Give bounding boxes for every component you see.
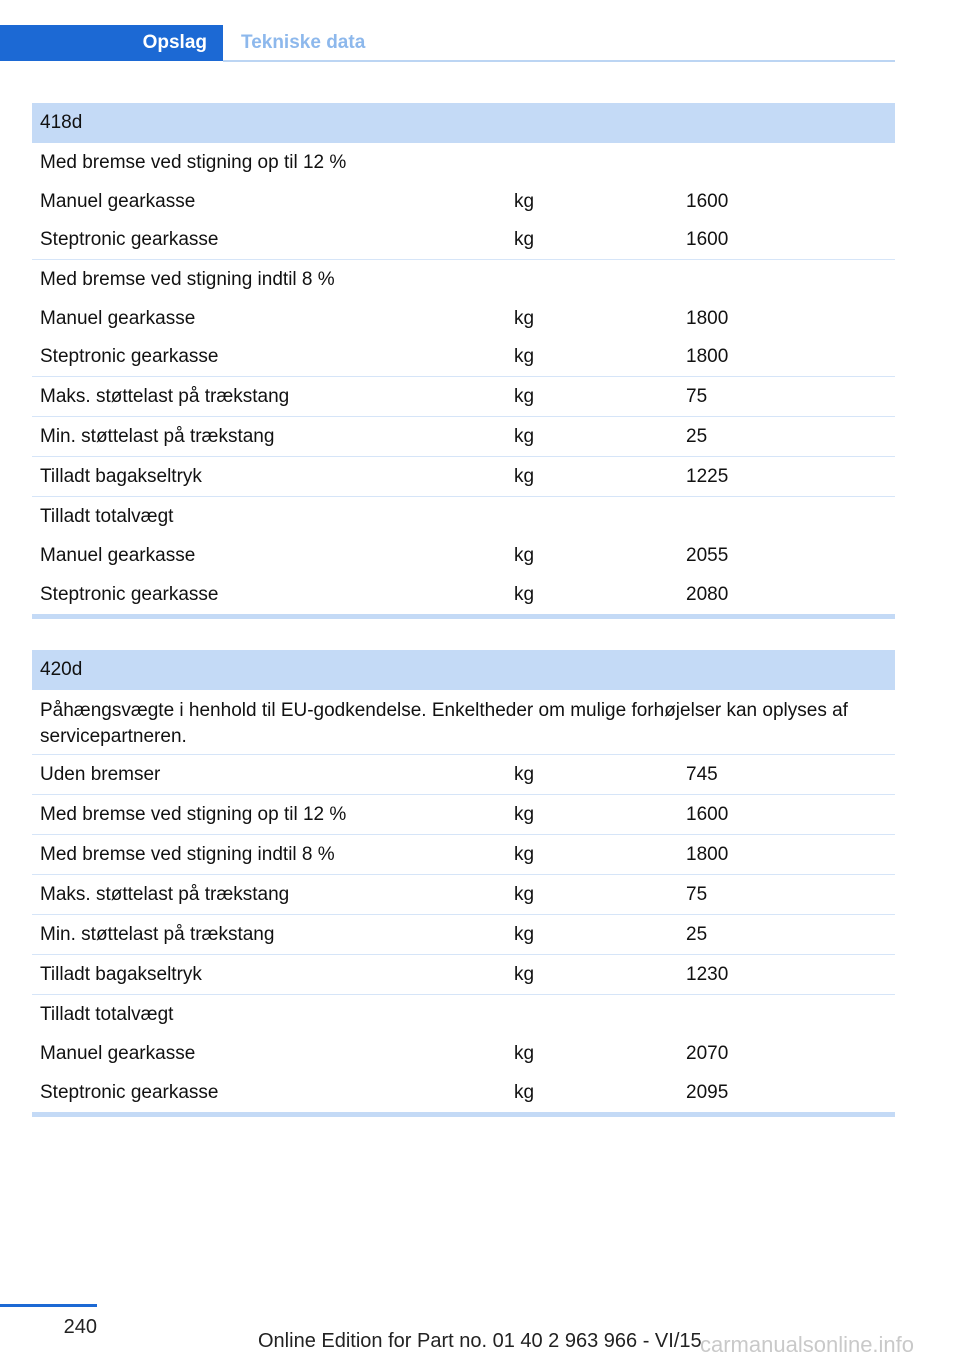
table-row: [32, 377, 895, 417]
header-divider: [223, 60, 895, 62]
row-unit: kg: [514, 425, 535, 447]
row-unit: kg: [514, 465, 535, 487]
table-row: [32, 835, 895, 875]
row-value: 25: [686, 923, 708, 945]
row-label: Tilladt bagakseltryk: [40, 465, 202, 487]
table-title: 418d: [32, 103, 895, 143]
row-value: 1800: [686, 346, 729, 367]
table-row: [32, 143, 895, 182]
table-row: [32, 260, 895, 299]
table-row: [32, 875, 895, 915]
row-value: 75: [686, 883, 708, 905]
table-row: [32, 755, 895, 795]
row-unit: kg: [514, 385, 535, 407]
row-label: Med bremse ved stigning op til 12 %: [40, 151, 347, 173]
row-value: 1800: [686, 843, 729, 865]
row-label: Min. støttelast på trækstang: [40, 425, 275, 447]
tab-tekniske-data-label: Tekniske data: [241, 32, 366, 53]
row-label: Med bremse ved stigning indtil 8 %: [40, 843, 335, 865]
table-row: [32, 915, 895, 955]
row-label: Manuel gearkasse: [40, 1042, 196, 1064]
tab-tekniske-data[interactable]: [241, 25, 365, 61]
row-value: 1230: [686, 963, 729, 985]
table-row: [32, 536, 895, 575]
row-unit: kg: [514, 544, 535, 566]
row-value: 1600: [686, 190, 729, 212]
row-value: 1600: [686, 803, 729, 825]
table-row: [32, 575, 895, 614]
table-row: [32, 417, 895, 457]
row-value: 2080: [686, 583, 729, 605]
tab-opslag[interactable]: [0, 25, 223, 61]
row-unit: kg: [514, 883, 535, 905]
row-label: Maks. støttelast på trækstang: [40, 883, 290, 905]
table-row: [32, 338, 895, 377]
page-number: 240: [63, 1316, 97, 1338]
row-value: 745: [686, 763, 718, 785]
row-value: 25: [686, 425, 708, 447]
row-value: 2070: [686, 1042, 729, 1064]
row-value: 1800: [686, 307, 729, 329]
row-label: Tilladt totalvægt: [40, 505, 174, 527]
row-label: Tilladt bagakseltryk: [40, 963, 202, 985]
row-label: Manuel gearkasse: [40, 544, 196, 566]
table-row: [32, 457, 895, 497]
table-row: [32, 1073, 895, 1112]
table-row: [32, 995, 895, 1034]
row-label: Tilladt totalvægt: [40, 1003, 174, 1025]
row-label: Min. støttelast på trækstang: [40, 923, 275, 945]
row-value: 2095: [686, 1081, 729, 1103]
row-value: 1600: [686, 229, 729, 250]
table-row: [32, 955, 895, 995]
table-bottom-rule: [32, 1112, 895, 1117]
table-418d: [32, 103, 895, 619]
row-unit: kg: [514, 346, 535, 367]
row-label: Steptronic gearkasse: [40, 346, 219, 367]
row-label: Steptronic gearkasse: [40, 583, 219, 605]
row-unit: kg: [514, 963, 535, 985]
table-bottom-rule: [32, 614, 895, 619]
row-unit: kg: [514, 923, 535, 945]
row-unit: kg: [514, 229, 535, 250]
row-label: Manuel gearkasse: [40, 307, 196, 329]
table-row: [32, 1034, 895, 1073]
table-row: [32, 182, 895, 221]
table-row: [32, 795, 895, 835]
edition-text: Online Edition for Part no. 01 40 2 963 966 - VI/15: [258, 1330, 702, 1352]
row-unit: kg: [514, 1042, 535, 1064]
watermark: carmanualsonline.info: [700, 1332, 915, 1357]
table-row: [32, 299, 895, 338]
table-note: Påhængsvægte i henhold til EU-godkendelse. Enkeltheder om mulige forhøjelser kan oplyses af servicepartneren.: [32, 690, 895, 755]
row-value: 1225: [686, 465, 729, 487]
row-label: Med bremse ved stigning op til 12 %: [40, 803, 347, 825]
row-unit: kg: [514, 843, 535, 865]
row-label: Steptronic gearkasse: [40, 229, 219, 250]
row-unit: kg: [514, 763, 535, 785]
tab-opslag-label: Opslag: [142, 32, 207, 53]
table-420d: [32, 650, 895, 1117]
table-title: 420d: [32, 650, 895, 690]
footer-rule: [0, 1304, 97, 1307]
row-unit: kg: [514, 190, 535, 212]
row-label: Uden bremser: [40, 763, 161, 785]
page-header: [0, 25, 895, 61]
table-row: [32, 497, 895, 536]
row-unit: kg: [514, 803, 535, 825]
row-value: 2055: [686, 544, 729, 566]
row-unit: kg: [514, 583, 535, 605]
row-label: Med bremse ved stigning indtil 8 %: [40, 268, 335, 290]
row-unit: kg: [514, 1081, 535, 1103]
row-label: Steptronic gearkasse: [40, 1081, 219, 1103]
row-label: Manuel gearkasse: [40, 190, 196, 212]
row-unit: kg: [514, 307, 535, 329]
table-row: [32, 221, 895, 260]
row-label: Maks. støttelast på trækstang: [40, 385, 290, 407]
row-value: 75: [686, 385, 708, 407]
